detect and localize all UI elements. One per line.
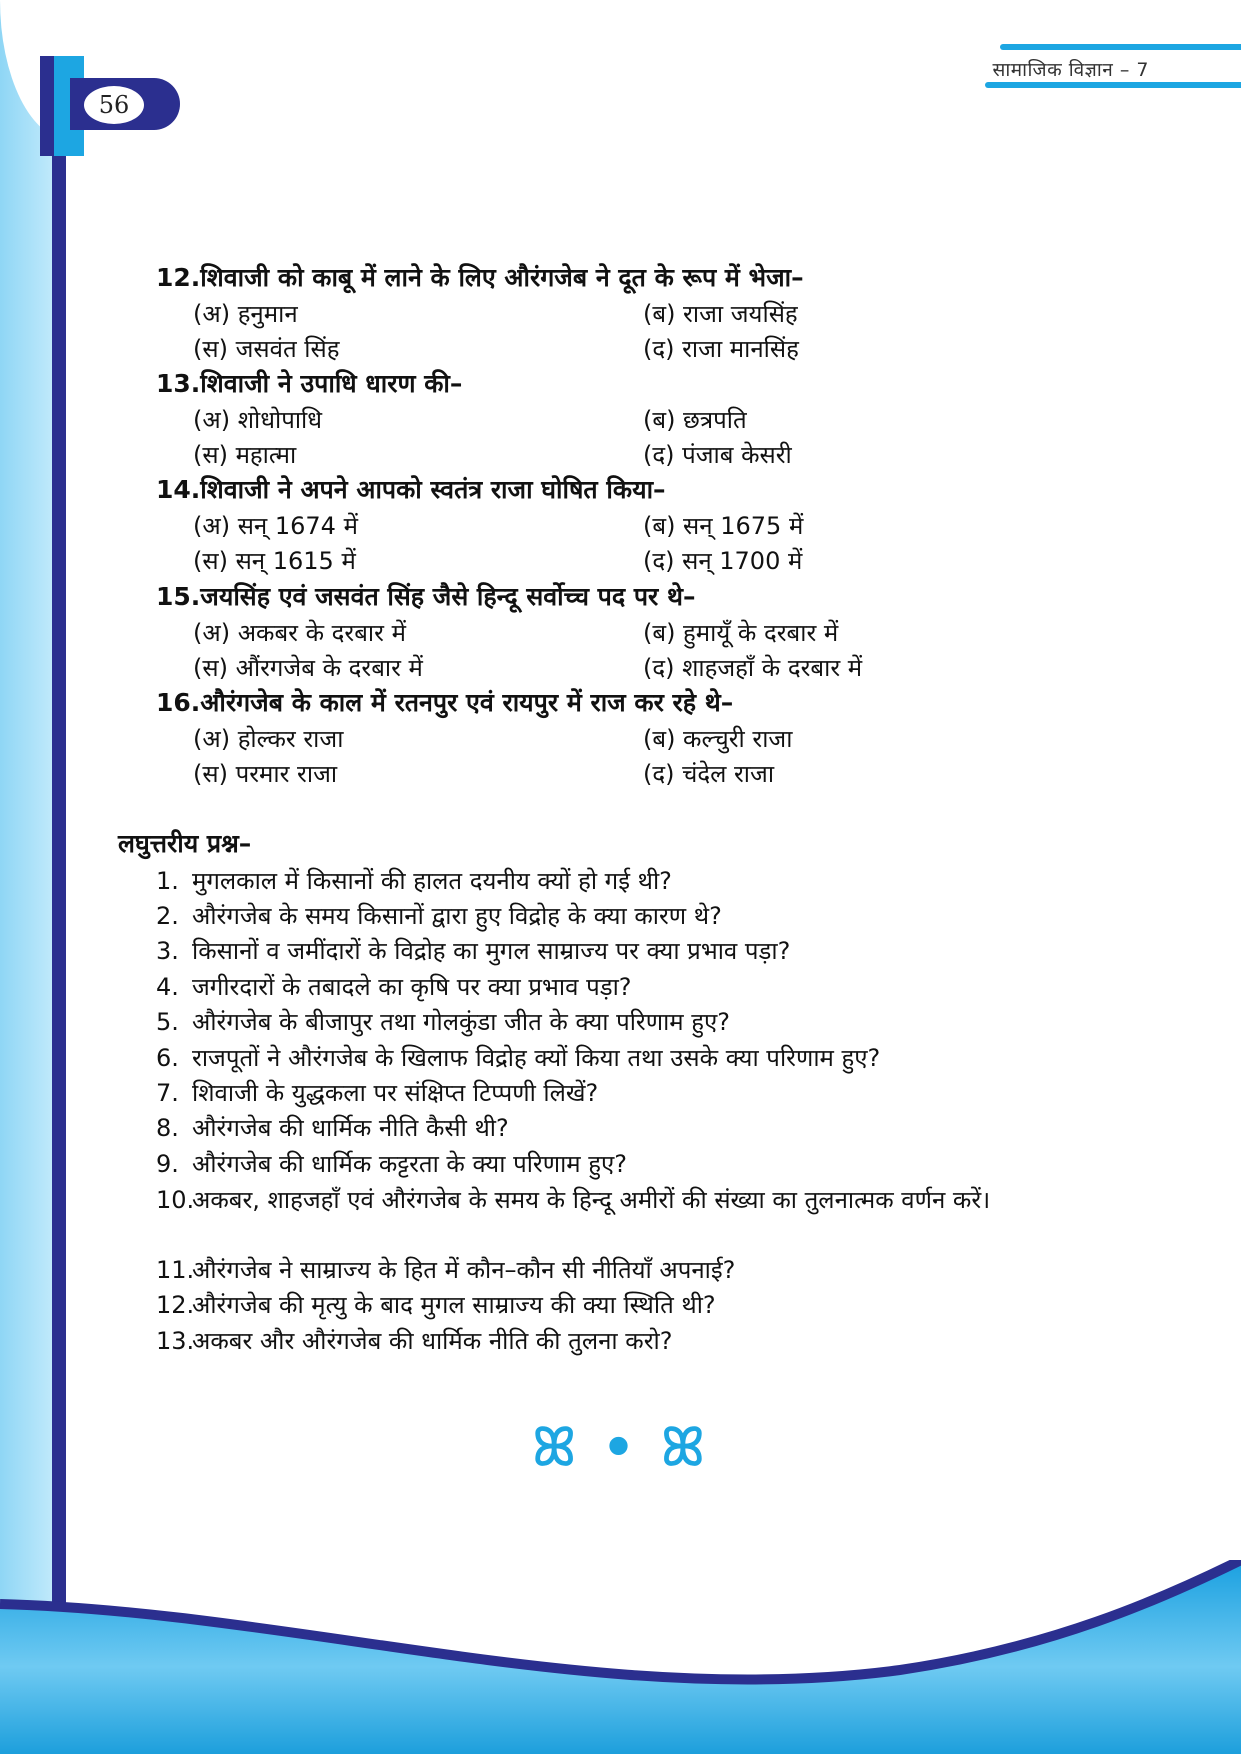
item-text: जगीरदारों के तबादले का कृषि पर क्या प्रभाव पड़ा? (192, 973, 632, 1001)
item-number: 12. (156, 1291, 195, 1319)
list-item (156, 1253, 1116, 1286)
item-text: शिवाजी के युद्धकला पर संक्षिप्त टिप्पणी लिखें? (192, 1079, 599, 1107)
mcq-question: 15.जयसिंह एवं जसवंत सिंह जैसे हिन्दू सर्वोच्च पद पर थे– (156, 582, 696, 611)
item-text: किसानों व जमींदारों के विद्रोह का मुगल साम्राज्य पर क्या प्रभाव पड़ा? (192, 937, 791, 965)
mcq-option: (अ) हनुमान (193, 300, 298, 328)
list-item (156, 1041, 1116, 1074)
item-number: 6. (156, 1044, 179, 1072)
header-rule-bottom (985, 82, 1241, 88)
left-decorative-band (0, 0, 52, 1754)
mcq-option: (द) पंजाब केसरी (643, 441, 792, 469)
item-number: 2. (156, 902, 179, 930)
item-number: 5. (156, 1008, 179, 1036)
mcq-option: (ब) सन् 1675 में (643, 512, 804, 540)
mcq-option: (स) परमार राजा (193, 760, 338, 788)
list-item (156, 1147, 1116, 1180)
mcq-option: (द) शाहजहाँ के दरबार में (643, 654, 863, 682)
mcq-option: (अ) होल्कर राजा (193, 725, 344, 753)
item-number: 10. (156, 1186, 195, 1214)
vertical-margin-bar (52, 60, 66, 1635)
list-item (156, 1111, 1116, 1144)
item-text: औरंगजेब के बीजापुर तथा गोलकुंडा जीत के क्या परिणाम हुए? (192, 1008, 731, 1036)
mcq-option: (स) सन् 1615 में (193, 547, 356, 575)
item-text: अकबर, शाहजहाँ एवं औरंगजेब के समय के हिन्दू अमीरों की संख्या का तुलनात्मक वर्णन करें। (192, 1186, 991, 1214)
mcq-option: (द) सन् 1700 में (643, 547, 803, 575)
list-item (156, 970, 1116, 1003)
mcq-option: (स) महात्मा (193, 441, 297, 469)
item-text: औरंगजेब ने साम्राज्य के हित में कौन–कौन सी नीतियाँ अपनाई? (192, 1256, 736, 1284)
item-number: 8. (156, 1114, 179, 1142)
item-text: मुगलकाल में किसानों की हालत दयनीय क्यों हो गई थी? (192, 867, 672, 895)
mcq-question: 13.शिवाजी ने उपाधि धारण की– (156, 369, 463, 398)
list-item (156, 899, 1116, 932)
section-title-short-questions: लघुत्तरीय प्रश्न– (118, 829, 252, 858)
bottom-wave-decoration (0, 1560, 1241, 1754)
mcq-question: 16.औरंगजेब के काल में रतनपुर एवं रायपुर में राज कर रहे थे– (156, 688, 734, 717)
item-number: 13. (156, 1327, 195, 1355)
mcq-option: (अ) अकबर के दरबार में (193, 619, 406, 647)
mcq-question: 14.शिवाजी ने अपने आपको स्वतंत्र राजा घोषित किया– (156, 475, 666, 504)
page-number: 56 (84, 86, 144, 124)
mcq-option: (अ) शोधोपाधि (193, 406, 323, 434)
item-number: 4. (156, 973, 179, 1001)
item-number: 1. (156, 867, 179, 895)
item-number: 7. (156, 1079, 179, 1107)
item-number: 3. (156, 937, 179, 965)
mcq-option: (अ) सन् 1674 में (193, 512, 358, 540)
list-item (156, 1076, 1116, 1109)
mcq-option: (ब) छत्रपति (643, 406, 747, 434)
mcq-option: (ब) हुमायूँ के दरबार में (643, 619, 839, 647)
list-item (156, 934, 1116, 967)
mcq-option: (द) चंदेल राजा (643, 760, 775, 788)
item-text: औरंगजेब की धार्मिक कट्टरता के क्या परिणाम हुए? (192, 1150, 628, 1178)
mcq-question: 12.शिवाजी को काबू में लाने के लिए औरंगजेब ने दूत के रूप में भेजा– (156, 263, 804, 292)
book-title: सामाजिक विज्ञान – 7 (992, 59, 1149, 81)
list-item (156, 1324, 1116, 1357)
item-text: औरंगजेब के समय किसानों द्वारा हुए विद्रोह के क्या कारण थे? (192, 902, 722, 930)
item-number: 9. (156, 1150, 179, 1178)
mcq-option: (ब) कल्चुरी राजा (643, 725, 793, 753)
end-ornament: ꕤ • ꕤ (532, 1418, 709, 1478)
mcq-option: (ब) राजा जयसिंह (643, 300, 798, 328)
mcq-option: (स) जसवंत सिंह (193, 335, 340, 363)
item-text: औरंगजेब की धार्मिक नीति कैसी थी? (192, 1114, 509, 1142)
list-item (156, 1182, 1116, 1218)
header-rule-top (1000, 44, 1241, 50)
item-text: औरंगजेब की मृत्यु के बाद मुगल साम्राज्य की क्या स्थिति थी? (192, 1291, 716, 1319)
mcq-option: (स) औंरगजेब के दरबार में (193, 654, 423, 682)
list-item (156, 1288, 1116, 1321)
item-text: अकबर और औरंगजेब की धार्मिक नीति की तुलना करो? (192, 1327, 673, 1355)
list-item (156, 1005, 1116, 1038)
item-text: राजपूतों ने औरंगजेब के खिलाफ विद्रोह क्यों किया तथा उसके क्या परिणाम हुए? (192, 1044, 881, 1072)
item-number: 11. (156, 1256, 195, 1284)
mcq-option: (द) राजा मानसिंह (643, 335, 799, 363)
page-tab-flag-edge (40, 56, 54, 156)
list-item (156, 864, 1116, 897)
